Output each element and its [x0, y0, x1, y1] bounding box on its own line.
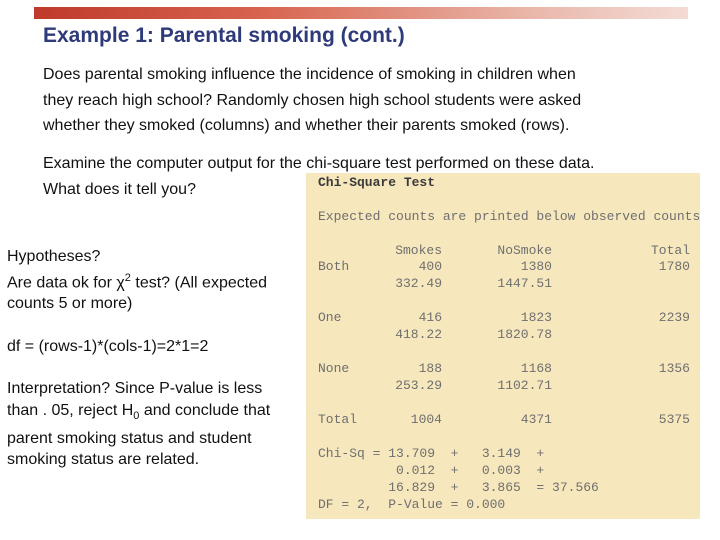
intro-line: Does parental smoking influence the incidence of smoking in children when [43, 66, 576, 83]
observed-count: 1823 [520, 310, 552, 325]
degrees-of-freedom-text: df = (rows-1)*(cols-1)=2*1=2 [7, 337, 209, 355]
expected-count: 418.22 [395, 327, 442, 342]
examine-line: Examine the computer output for the chi-square test performed on these data. [43, 155, 595, 172]
observed-count: 1168 [520, 361, 552, 376]
row-label: One [318, 310, 342, 325]
row-label: None [318, 361, 350, 376]
chi-square-output-panel [306, 173, 700, 519]
observed-count: 188 [418, 361, 442, 376]
interp-suffix: and conclude that parent smoking status and student smoking status are related. [7, 401, 271, 469]
output-heading: Chi-Square Test [318, 175, 436, 190]
grand-total: 5375 [658, 412, 690, 427]
chisq-line: 0.012 + 0.003 + [318, 463, 545, 478]
output-note: Expected counts are printed below observed counts [318, 209, 701, 224]
observed-count: 400 [418, 259, 442, 274]
chi-power: 2 [124, 271, 131, 284]
column-total: 1004 [410, 412, 442, 427]
examine-line: What does it tell you? [43, 180, 196, 198]
column-total: 4371 [520, 412, 552, 427]
expected-count: 332.49 [395, 276, 442, 291]
interpretation-text [7, 378, 297, 470]
column-header: NoSmoke [497, 243, 552, 258]
slide-title: Example 1: Parental smoking (cont.) [43, 24, 405, 47]
expected-count: 1820.78 [497, 327, 552, 342]
title-accent-bar [34, 7, 688, 19]
expected-count: 253.29 [395, 378, 442, 393]
interp-prefix: Interpretation? Since P-value is less than . 05, reject H [7, 380, 263, 419]
row-label: Both [318, 259, 350, 274]
column-header: Smokes [395, 243, 442, 258]
chisq-line: 16.829 + 3.865 = 37.566 [318, 480, 599, 495]
intro-line: whether they smoked (columns) and whether their parents smoked (rows). [43, 117, 570, 134]
intro-paragraph [43, 62, 683, 139]
row-total: 1356 [658, 361, 690, 376]
chisq-line: Chi-Sq = 13.709 + 3.149 + [318, 446, 545, 461]
row-total: 2239 [658, 310, 690, 325]
expected-count: 1447.51 [497, 276, 552, 291]
interp-sub: 0 [133, 410, 140, 423]
total-row-label: Total [318, 412, 358, 427]
column-header: Total [650, 243, 690, 258]
analysis-notes [7, 246, 297, 471]
observed-count: 416 [418, 310, 442, 325]
observed-count: 1380 [520, 259, 552, 274]
intro-line: they reach high school? Randomly chosen high school students were asked [43, 91, 582, 109]
expected-count: 1102.71 [497, 378, 552, 393]
data-ok-prefix: Are data ok for [7, 273, 117, 291]
hypotheses-text: Hypotheses? [7, 248, 101, 265]
data-ok-text [7, 268, 297, 315]
row-total: 1780 [658, 259, 690, 274]
df-pvalue-line: DF = 2, P-Value = 0.000 [318, 497, 506, 512]
data-ok-suffix: test? (All expected counts 5 or more) [7, 273, 267, 313]
chi-symbol: χ [116, 273, 125, 291]
